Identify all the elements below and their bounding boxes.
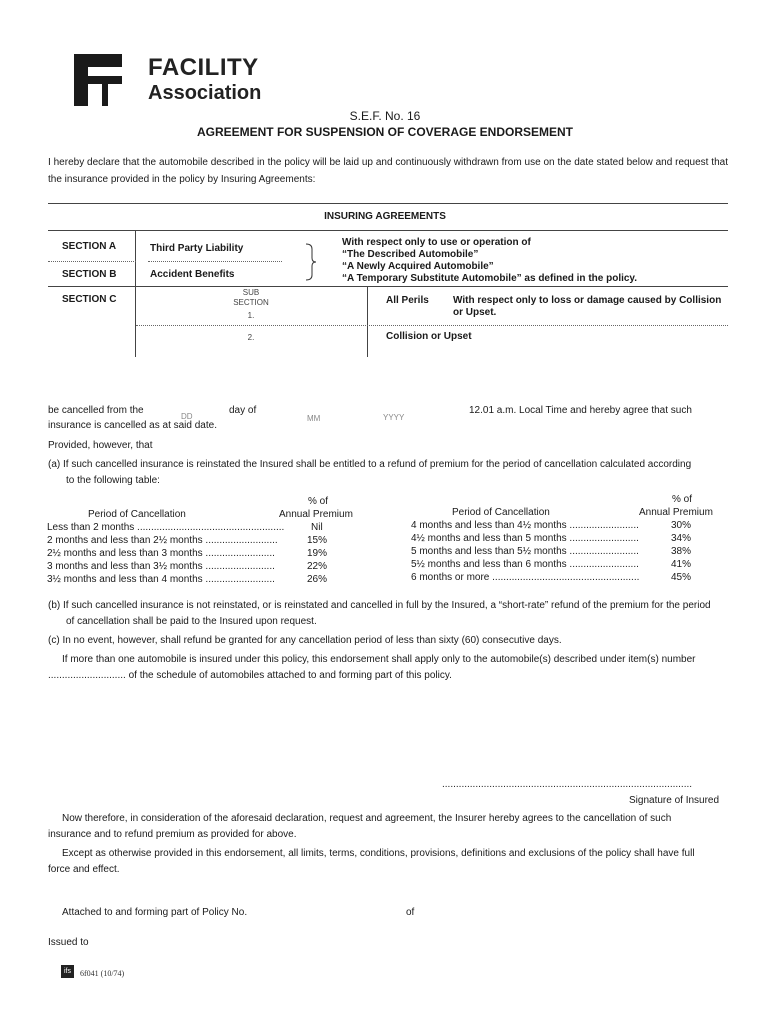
divider (148, 261, 282, 262)
logo-facility: FACILITY (148, 54, 259, 81)
period-head-right: Period of Cancellation (452, 507, 550, 518)
sub-section-label-1: SUB (242, 288, 260, 297)
sub-section-label-2: SECTION (233, 298, 269, 307)
pct-of-right: % of (672, 494, 693, 505)
closing-p2-line-1: Except as otherwise provided in this endorsement, all limits, terms, conditions, provisions, definitions and exclusions of the policy shall have full (62, 848, 695, 859)
all-perils-desc-2: or Upset. (453, 307, 497, 318)
section-a-label: SECTION A (62, 241, 117, 252)
section-c-label: SECTION C (62, 294, 117, 305)
sub-section-2: 2. (247, 333, 255, 342)
divider (48, 203, 728, 204)
form-code: 6f041 (10/74) (80, 969, 125, 978)
table-cell-pct: 38% (671, 546, 692, 557)
clause-b-line-2: of cancellation shall be paid to the Insured upon request. (66, 616, 317, 627)
table-cell-pct: 45% (671, 572, 692, 583)
more-auto-line-2: ............................ of the schedule of automobiles attached to and forming part of this policy. (48, 670, 452, 681)
section-a-desc: Third Party Liability (150, 243, 244, 254)
closing-p1-line-1: Now therefore, in consideration of the aforesaid declaration, request and agreement, the Insurer hereby agrees to the cancellation of such (62, 813, 672, 824)
respect-line-4: “A Temporary Substitute Automobile” as defined in the policy. (342, 273, 638, 284)
table-cell-pct: 22% (307, 561, 328, 572)
all-perils-desc-1: With respect only to loss or damage caused by Collision (453, 295, 722, 306)
day-of-text: day of (229, 405, 257, 416)
respect-line-2: “The Described Automobile” (342, 249, 479, 260)
signature-line[interactable]: .......................................................................................... (442, 779, 693, 790)
divider (48, 230, 728, 231)
period-head-left: Period of Cancellation (88, 509, 186, 520)
yyyy-field[interactable]: YYYY (383, 413, 405, 422)
sub-section-1: 1. (247, 311, 255, 320)
table-row: 3 months and less than 3½ months ......................... (47, 561, 275, 572)
ifs-mark-icon: ifs (61, 965, 74, 978)
all-perils-label: All Perils (386, 295, 429, 306)
cancel-line-2: insurance is cancelled as at said date. (48, 420, 217, 431)
respect-line-1: With respect only to use or operation of (342, 237, 531, 248)
table-row: 4 months and less than 4½ months ......................... (411, 520, 639, 531)
table-row: 6 months or more ..................................................... (411, 572, 640, 583)
respect-line-3: “A Newly Acquired Automobile” (342, 261, 494, 272)
annual-head-left: Annual Premium (279, 509, 353, 520)
table-cell-pct: 19% (307, 548, 328, 559)
section-b-label: SECTION B (62, 269, 117, 280)
provided-text: Provided, however, that (48, 440, 153, 451)
be-cancelled-text: be cancelled from the (48, 405, 144, 416)
divider (48, 261, 136, 262)
clause-a-line-2: to the following table: (66, 475, 160, 486)
table-row: 5½ months and less than 6 months ......................... (411, 559, 639, 570)
collision-label: Collision or Upset (386, 331, 472, 342)
page-title: AGREEMENT FOR SUSPENSION OF COVERAGE ENDORSEMENT (196, 125, 574, 139)
table-cell-pct: 30% (671, 520, 692, 531)
table-row: 2 months and less than 2½ months .......................... (47, 535, 278, 546)
mm-field[interactable]: MM (307, 414, 321, 423)
table-row: Less than 2 months ..................................................... (47, 522, 285, 533)
clause-b-line-1: (b) If such cancelled insurance is not reinstated, or is reinstated and cancelled in full by the Insured, a “short-rate” refund of the premium for the period (48, 600, 711, 611)
brace-icon (304, 243, 318, 281)
intro-paragraph: I hereby declare that the automobile described in the policy will be laid up and continuously withdrawn from use on the date stated below and request that the insurance provided in the policy by Insuring Agreements: (48, 157, 728, 185)
divider (367, 286, 368, 357)
table-cell-pct: 41% (671, 559, 692, 570)
closing-p1-line-2: insurance and to refund premium as provided for above. (48, 829, 297, 840)
table-row: 2½ months and less than 3 months ......................... (47, 548, 275, 559)
table-cell-pct: 34% (671, 533, 692, 544)
table-row: 3½ months and less than 4 months ......................... (47, 574, 275, 585)
signature-label: Signature of Insured (629, 795, 720, 806)
divider (136, 325, 728, 326)
issued-to-text: Issued to (48, 937, 89, 948)
local-time-text: 12.01 a.m. Local Time and hereby agree that such (469, 405, 692, 416)
more-auto-line-1: If more than one automobile is insured under this policy, this endorsement shall apply only to the automobile(s) described under item(s) number (62, 654, 696, 665)
facility-logo-icon (74, 54, 122, 106)
annual-head-right: Annual Premium (639, 507, 713, 518)
divider (48, 286, 728, 287)
clause-c: (c) In no event, however, shall refund be granted for any cancellation period of less than sixty (60) consecutive days. (48, 635, 562, 646)
attached-text: Attached to and forming part of Policy No. (62, 907, 248, 918)
table-cell-pct: 15% (307, 535, 328, 546)
table-cell-pct: Nil (311, 522, 323, 533)
form-number: S.E.F. No. 16 (349, 109, 421, 123)
table-cell-pct: 26% (307, 574, 328, 585)
table-row: 5 months and less than 5½ months ......................... (411, 546, 639, 557)
closing-p2-line-2: force and effect. (48, 864, 120, 875)
table-row: 4½ months and less than 5 months ......................... (411, 533, 639, 544)
pct-of-left: % of (308, 496, 329, 507)
dd-field[interactable]: DD (181, 412, 193, 421)
of-text: of (406, 907, 415, 918)
insuring-heading: INSURING AGREEMENTS (324, 211, 446, 222)
clause-a-line-1: (a) If such cancelled insurance is reinstated the Insured shall be entitled to a refund of premium for the period of cancellation calculated according (48, 459, 692, 470)
logo-association: Association (148, 82, 262, 104)
section-b-desc: Accident Benefits (150, 269, 235, 280)
